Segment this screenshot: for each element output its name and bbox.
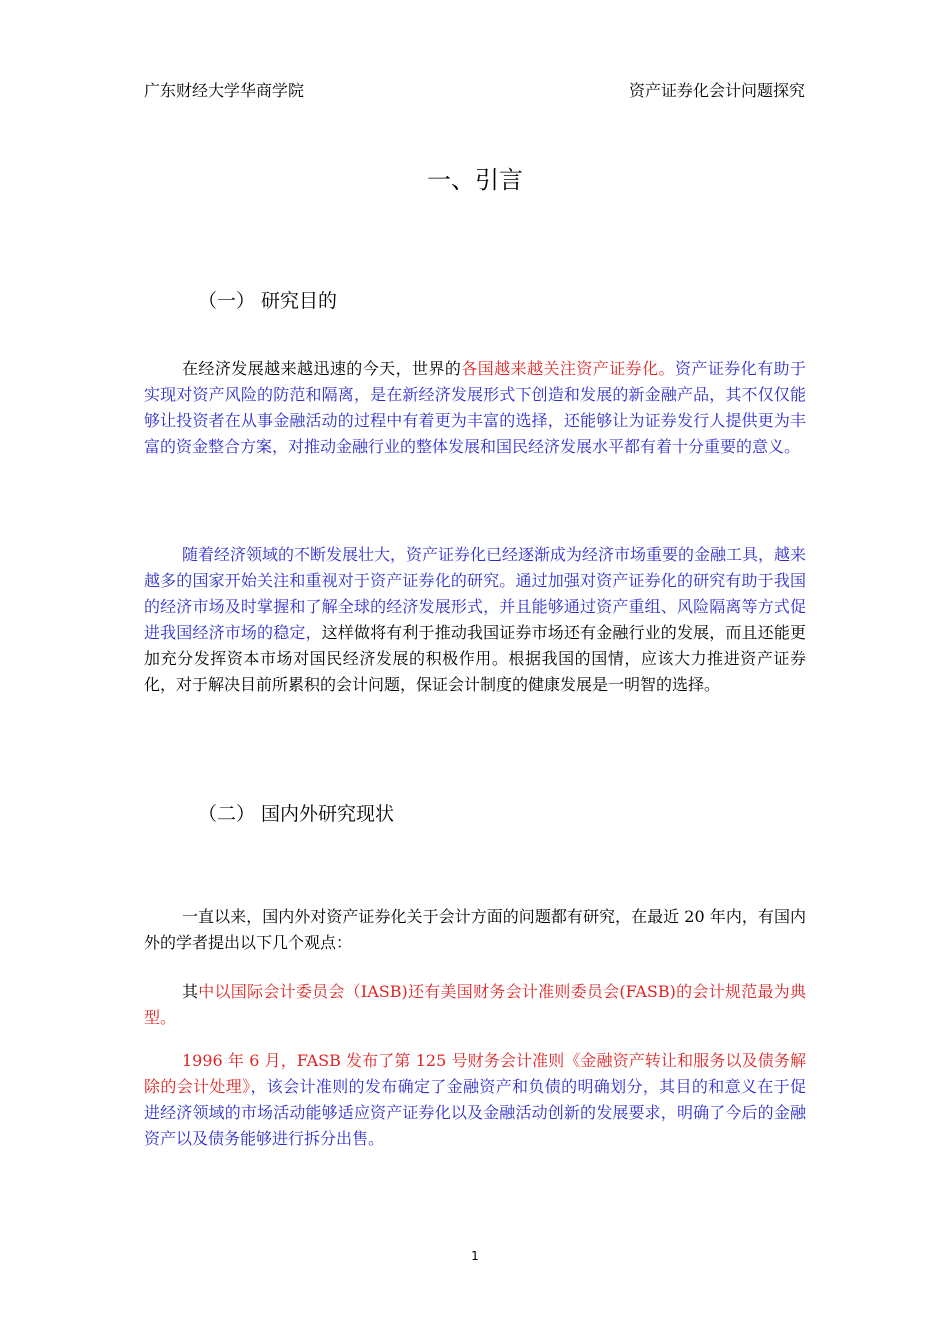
paragraph-2-black: 这样做将有利于推动我国证券市场还有金融行业的发展，而且还能更加充分发挥资本市场对国民经济发展的积极作用。根据我国的国情，应该大力推进资产证券化，对于解决目前所累积的会计问题，保证会计制度的健康发展是一明智的选择。 bbox=[144, 623, 806, 694]
paragraph-4 bbox=[144, 979, 806, 1031]
paragraph-5 bbox=[144, 1048, 806, 1152]
section-heading-research-status: （二） 国内外研究现状 bbox=[198, 803, 395, 825]
paragraph-3: 一直以来，国内外对资产证券化关于会计方面的问题都有研究，在最近 20 年内，有国内外的学者提出以下几个观点： bbox=[144, 907, 806, 952]
header-right-text: 资产证券化会计问题探究 bbox=[628, 81, 805, 100]
paragraph-2-blue: 随着经济领域的不断发展壮大，资产证券化已经逐渐成为经济市场重要的金融工具，越来越多的国家开始关注和重视对于资产证券化的研究。通过加强对资产证券化的研究有助于我国的经济市场及时掌握和了解全球的经济发展形式，并且能够通过资产重组、风险隔离等方式促进我国经济市场的稳定， bbox=[144, 545, 807, 642]
paragraph-1 bbox=[144, 356, 806, 460]
paragraph-2 bbox=[144, 542, 806, 698]
paragraph-4-red: 中以国际会计委员会（IASB)还有美国财务会计准则委员会(FASB)的会计规范最为典型。 bbox=[144, 982, 806, 1027]
paragraph-1-red: 各国越来越关注资产证券化。 bbox=[461, 359, 675, 378]
paragraph-4-black: 其 bbox=[182, 982, 199, 1001]
chapter-title: 一、引言 bbox=[427, 166, 523, 194]
paragraph-5-blue: ，该会计准则的发布确定了金融资产和负债的明确划分，其目的和意义在于促进经济领域的市场活动能够适应资产证券化以及金融活动创新的发展要求，明确了今后的金融资产以及债务能够进行拆分出售。 bbox=[144, 1077, 806, 1148]
header-left-text: 广东财经大学华商学院 bbox=[144, 81, 305, 100]
paragraph-1-blue: 资产证券化有助于实现对资产风险的防范和隔离，是在新经济发展形式下创造和发展的新金融产品，其不仅仅能够让投资者在从事金融活动的过程中有着更为丰富的选择，还能够让为证券发行人提供更为丰富的资金整合方案，对推动金融行业的整体发展和国民经济发展水平都有着十分重要的意义。 bbox=[144, 359, 806, 456]
paragraph-1-black: 在经济发展越来越迅速的今天，世界的 bbox=[182, 359, 462, 378]
page-number: 1 bbox=[471, 1249, 479, 1263]
section-heading-research-purpose: （一） 研究目的 bbox=[198, 290, 338, 312]
paragraph-5-red: 1996 年 6 月，FASB 发布了第 125 号财务会计准则《金融资产转让和服务以及债务解除的会计处理》 bbox=[144, 1051, 806, 1096]
